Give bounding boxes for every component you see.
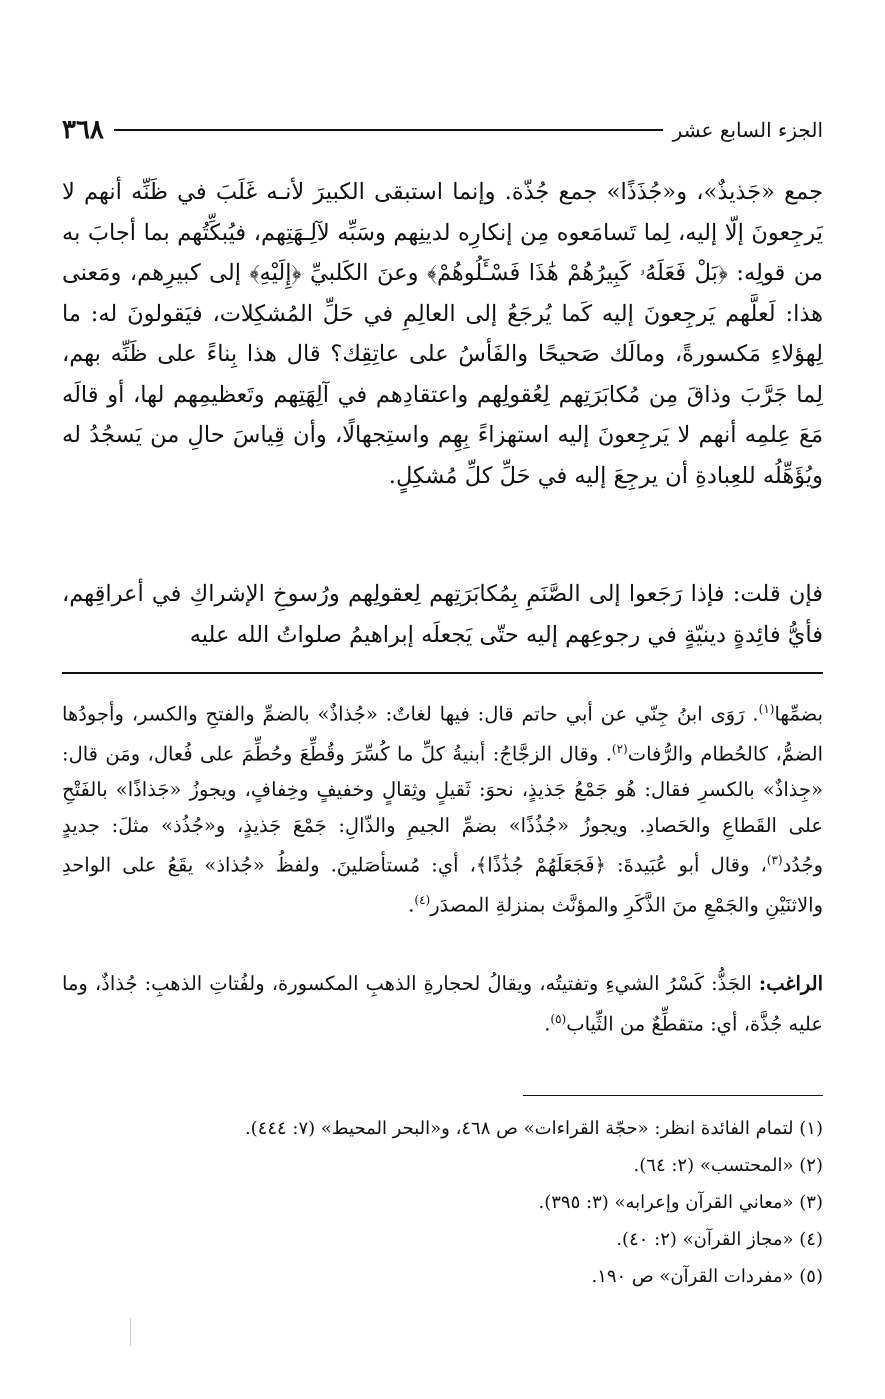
footnotes-divider xyxy=(523,1095,823,1096)
commentary-text: الجَذُّ: كَسْرُ الشيءِ وتفتيتُه، ويقالُ لحجارةِ الذهبِ المكسورة، ولفُتاتِ الذهبِ: جُذاذٌ، وما عليه جُذَّة، أي: متقطِّعٌ من الثِّياب xyxy=(62,972,823,1035)
header-rule xyxy=(114,129,663,131)
commentary-text: . وقال الزجَّاجُ: أبنيةُ كلِّ ما كُسِّرَ وقُطِّعَ وحُطِّمَ على فُعال، ومَن قال: «جِذاذٌ» بالكسرِ فقال: هُو جَمْعُ جَذيذٍ، نحوَ: ثَقيلٍ وثِقالٍ وخفيفٍ وخِفافٍ، ويجوزُ «جَذاذًا» بالفَتْحِ على القَطاعِ والحَصادِ. ويجوزُ «جُذُذًا» بضمِّ الجيمِ والذّالِ: جَمْعَ جَذيذٍ، و«جُذُذ» مثلَ: جديدٍ وجُدُد xyxy=(62,742,823,877)
commentary-divider xyxy=(62,672,823,674)
running-title: الجزء السابع عشر xyxy=(672,118,823,142)
commentary-text: ، وقال أبو عُبَيدةَ: ﴿فَجَعَلَهُمْ جُذَٰذًا﴾، أي: مُستأصَلينَ. ولفظُ «جُذاذ» يقَعُ على الواحدِ والاثنَيْنِ والجَمْعِ منَ الذَّكَرِ والمؤنَّث بمنزلةِ المصدَر xyxy=(62,853,823,917)
commentary-text: . xyxy=(544,1012,551,1035)
main-paragraph-1: جمع «جَذيذٌ»، و«جُذَذًا» جمع جُذّة. وإنما استبقى الكبيرَ لأنـه غَلَبَ في ظَنِّه أنهم لا يَرجِعونَ إلّا إليه، لِما تَسامَعوه مِن إنكارِه لدينِهم وسَبِّه لآلِـهَتِهم، فيُبكِّتُهم بما أجابَ به من قولِه: ﴿بَلْ فَعَلَهُۥ كَبِيرُهُمْ هَٰذَا فَسْـَٔلُوهُمْ﴾ وعنَ الكَلبيِّ ﴿إِلَيْهِ﴾ إلى كبيرِهم، ومَعنى هذا: لَعلَّهم يَرجِعونَ إليه كَما يُرجَعُ إلى العالِمِ في حَلِّ المُشكِلات، فيَقولونَ له: ما لِهؤلاءِ مَكسورةً، ومالَك صَحيحًا والفَأسُ على عاتِقِك؟ قال هذا بِناءً على ظَنِّه بهم، لِما جَرَّبَ وذاقَ مِن مُكابَرَتِهم لِعُقولِهم واعتقادِهم في آلِهَتِهم وتَعظيمِهم لها، أو قالَه مَعَ عِلمِه أنهم لا يَرجِعونَ إليه استهزاءً بِهِم واستِجهالًا، وأن قِياسَ حالِ من يَسجُدُ له ويُؤَهِّلُه للعِبادةِ أن يرجِعَ إليه في حَلِّ كلِّ مُشكِلٍ. xyxy=(62,179,823,489)
footnote-ref-4[interactable]: (٤) xyxy=(414,893,431,907)
footnote-4: (٤) «مجاز القرآن» (٢: ٤٠). xyxy=(616,1229,823,1250)
commentary-block-1 xyxy=(62,692,823,923)
source-label: الراغب: xyxy=(758,972,823,995)
commentary-text: . رَوَى ابنُ جِنّي عن أبي حاتم قال: فيها لغاتٌ: «جُذاذٌ» بالضمِّ والفتحِ والكسر، وأجودُها الضمُّ، كالحُطام والرُّفات xyxy=(62,702,823,766)
footnote-ref-1[interactable]: (١) xyxy=(758,702,775,716)
footnote-3: (٣) «معاني القرآن وإعرابه» (٣: ٣٩٥). xyxy=(538,1192,823,1213)
commentary-paragraph-1 xyxy=(62,692,823,923)
main-text-block-1 xyxy=(62,172,823,496)
page-number: ٣٦٨ xyxy=(62,115,104,145)
footnote-1: (١) لتمام الفائدة انظر: «حجّة القراءات» ص ٤٦٨، و«البحر المحيط» (٧: ٤٤٤). xyxy=(244,1118,823,1139)
main-paragraph-2: فإن قلت: فإذا رَجَعوا إلى الصَّنَمِ بِمُكابَرَتِهم لِعقولِهم ورُسوخِ الإشراكِ في أعراقِهم، فأيُّ فائِدةٍ دينيّةٍ في رجوعِهم إليه حتّى يَجعلَه إبراهيمُ صلواتُ الله عليه xyxy=(62,581,823,648)
running-header xyxy=(62,110,823,150)
footnote-2: (٢) «المحتسب» (٢: ٦٤). xyxy=(633,1155,823,1176)
commentary-paragraph-2 xyxy=(62,966,823,1042)
commentary-block-2 xyxy=(62,966,823,1042)
footnote-ref-2[interactable]: (٢) xyxy=(611,742,628,756)
main-text-block-2 xyxy=(62,574,823,655)
footnotes-section xyxy=(62,1110,823,1295)
commentary-text: . xyxy=(408,893,415,917)
footnote-ref-5[interactable]: (٥) xyxy=(550,1011,567,1026)
commentary-text: بضمِّها xyxy=(774,702,823,726)
footnote-ref-3[interactable]: (٣) xyxy=(766,853,783,867)
scan-mark xyxy=(130,1318,131,1346)
footnote-5: (٥) «مفردات القرآن» ص ١٩٠. xyxy=(591,1266,823,1287)
